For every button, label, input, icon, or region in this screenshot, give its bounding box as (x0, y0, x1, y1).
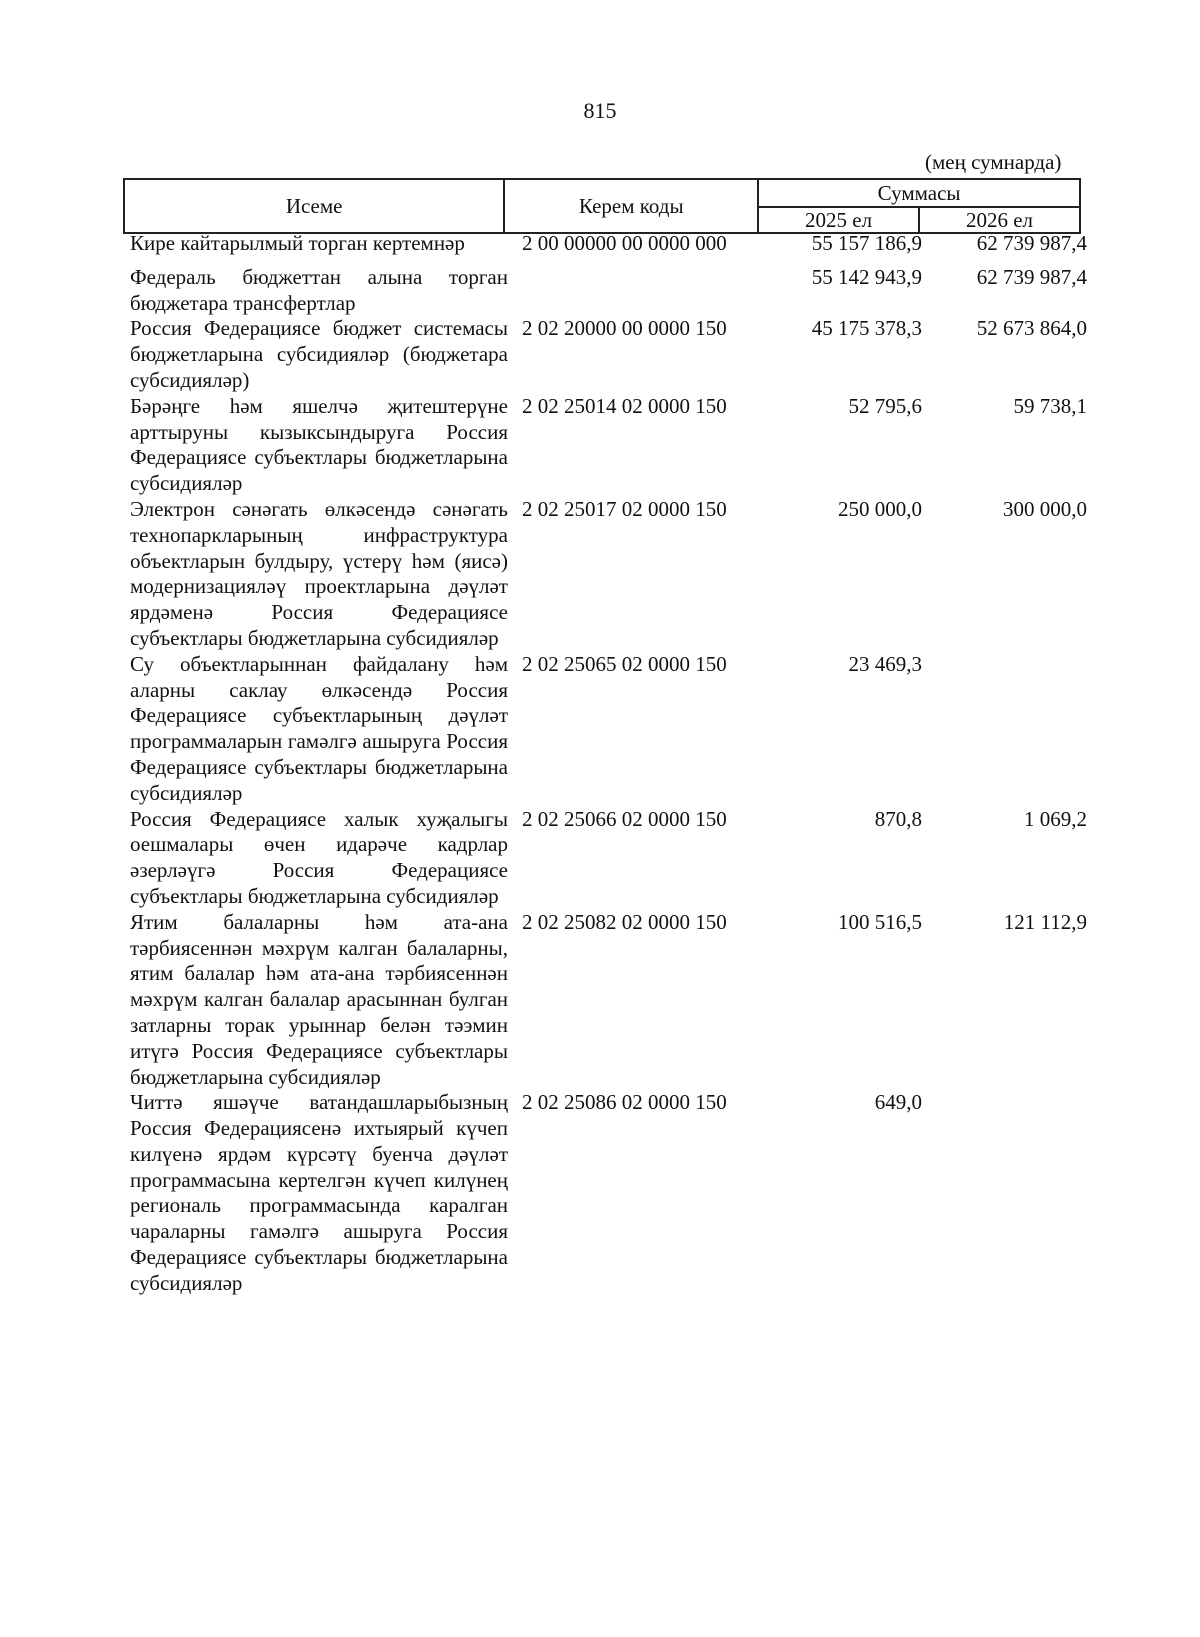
header-sums: Суммасы (758, 179, 1080, 207)
row-name: Электрон сәнәгать өлкәсендә сәнәгать технопаркларының инфраструктура объектларын булдыру, үстерү һәм (яисә) модернизацияләү проектларына дәүләт ярдәменә Россия Федерациясе субъектлары бюджетларына субсидияләр (130, 496, 508, 650)
row-value-2025: 100 516,5 (838, 909, 922, 934)
row-value-2026: 121 112,9 (1003, 909, 1087, 934)
row-code: 2 02 25082 02 0000 150 (522, 909, 727, 934)
table-row (130, 1090, 1090, 1296)
row-value-2026: 62 739 987,4 (976, 231, 1087, 255)
header-year-2026: 2026 ел (919, 207, 1080, 233)
row-name: Кире кайтарылмый торган кертемнәр (130, 231, 465, 255)
table-row (130, 265, 1090, 317)
row-value-2025: 23 469,3 (848, 651, 922, 676)
table-row (130, 394, 1090, 497)
table-row (130, 497, 1090, 652)
page-number: 815 (583, 98, 617, 123)
header-name: Исеме (124, 179, 504, 233)
row-code: 2 02 25017 02 0000 150 (522, 496, 727, 521)
row-value-2026: 59 738,1 (1013, 393, 1087, 418)
header-year-2025: 2025 ел (758, 207, 919, 233)
row-value-2026: 62 739 987,4 (976, 264, 1087, 289)
row-code: 2 02 25066 02 0000 150 (522, 806, 727, 831)
row-name: Россия Федерациясе бюджет системасы бюджетларына субсидияләр (бюджетара субсидияләр) (130, 316, 508, 392)
row-name: Россия Федерациясе халык хуҗалыгы оешмалары өчен идарәче кадрлар әзерләүгә Россия Федерациясе субъектлары бюджетларына субсидияләр (130, 806, 508, 908)
row-code: 2 02 25065 02 0000 150 (522, 651, 727, 676)
row-value-2025: 55 157 186,9 (811, 231, 922, 255)
unit-note: (мең сумнарда) (925, 150, 1062, 174)
table-header (123, 178, 1081, 234)
row-value-2025: 45 175 378,3 (811, 316, 922, 341)
row-name: Су объектларыннан файдалану һәм аларны саклау өлкәсендә Россия Федерациясе субъектларының дәүләт программаларын гамәлгә ашыруга Россия Федерациясе субъектлары бюджетларына субсидияләр (130, 651, 508, 805)
table-row (130, 652, 1090, 807)
row-code: 2 02 20000 00 0000 150 (522, 316, 727, 341)
row-value-2025: 870,8 (874, 806, 922, 831)
row-code: 2 02 25086 02 0000 150 (522, 1090, 727, 1115)
row-value-2025: 649,0 (874, 1090, 922, 1115)
row-value-2025: 250 000,0 (838, 496, 922, 521)
row-name: Читтә яшәүче ватандашларыбызның Россия Федерациясенә ихтыярый күчеп килүенә ярдәм күрсәтү буенча дәүләт программасына кертелгән күчеп килүнең региональ программасында каралган чараларны гамәлгә ашыруга Россия Федерациясе субъектлары бюджетларына субсидияләр (130, 1090, 508, 1295)
row-name: Федераль бюджеттан алына торган бюджетара трансфертлар (130, 264, 508, 315)
row-code: 2 00 00000 00 0000 000 (522, 231, 727, 255)
table-row (130, 316, 1090, 393)
header-code: Керем коды (504, 179, 758, 233)
row-value-2025: 52 795,6 (848, 393, 922, 418)
row-value-2026: 52 673 864,0 (976, 316, 1087, 341)
table-row (130, 807, 1090, 910)
table-row (130, 910, 1090, 1091)
row-code: 2 02 25014 02 0000 150 (522, 393, 727, 418)
row-value-2026: 300 000,0 (1003, 496, 1087, 521)
row-name: Бәрәңге һәм яшелчә җитештерүне арттыруны кызыксындыруга Россия Федерациясе субъектлары бюджетларына субсидияләр (130, 393, 508, 496)
table-row (130, 231, 1090, 257)
row-name: Ятим балаларны һәм ата-ана тәрбиясеннән мәхрүм калган балаларны, ятим балалар һәм ата-ана тәрбиясеннән мәхрүм калган балалар арасыннан булган затларны торак урыннар белән тәэмин итүгә Россия Федерациясе субъектлары бюджетларына субсидияләр (130, 909, 508, 1089)
table-body (130, 231, 1090, 1297)
row-value-2026: 1 069,2 (1024, 806, 1087, 831)
row-value-2025: 55 142 943,9 (811, 264, 922, 289)
